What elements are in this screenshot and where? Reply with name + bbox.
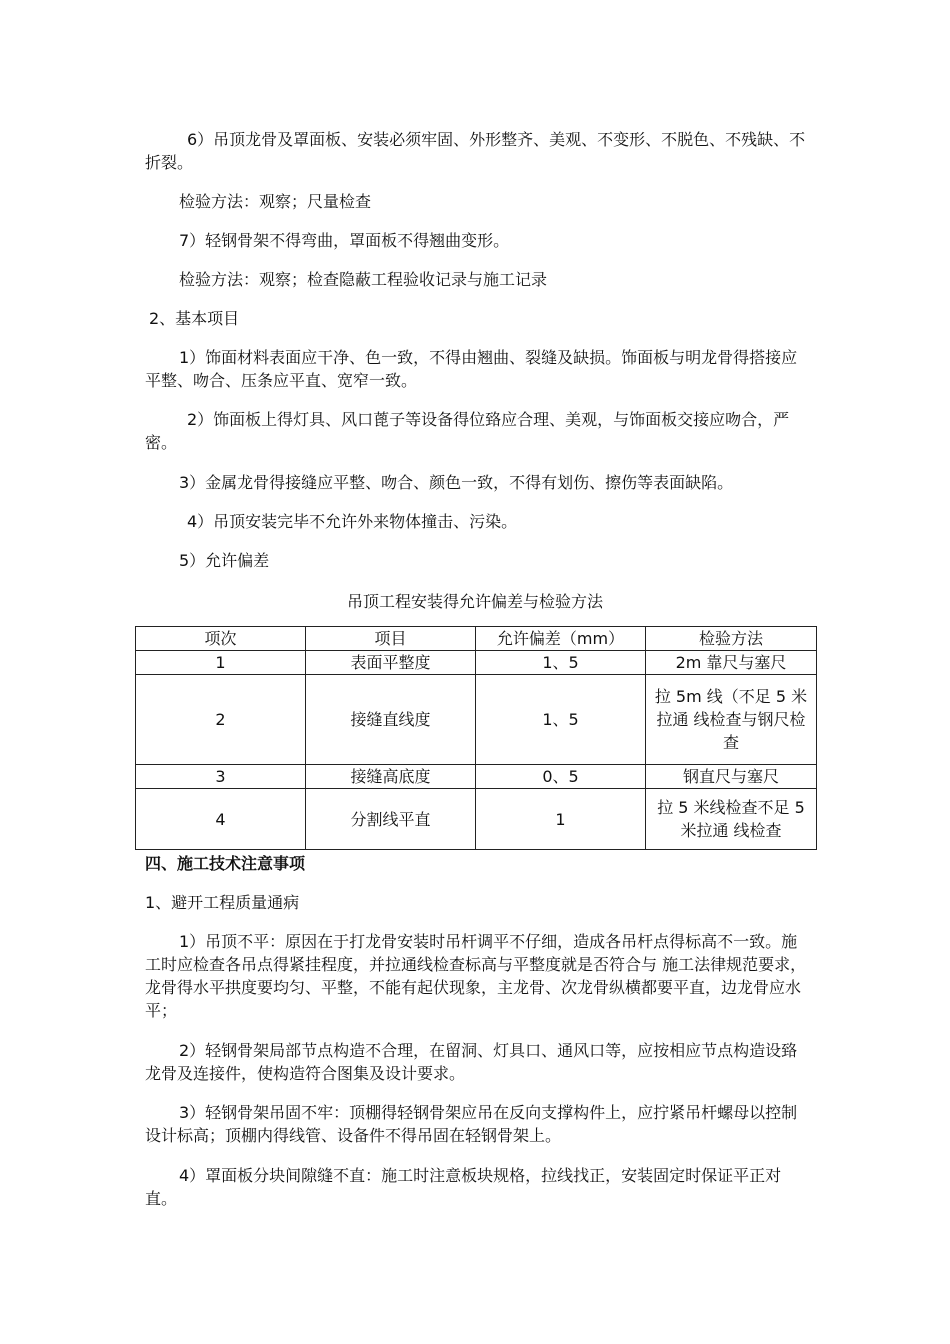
table-cell: 拉 5 米线检查不足 5 米拉通 线检查 [646, 789, 817, 850]
paragraph-defect-2: 2）轻钢骨架局部节点构造不合理，在留洞、灯具口、通风口等，应按相应节点构造设臵龙骨及连接件，使构造符合图集及设计要求。 [145, 1041, 798, 1083]
table-cell: 表面平整度 [306, 651, 476, 675]
header-cell: 项次 [136, 627, 306, 651]
paragraph-defect-1: 1）吊顶不平：原因在于打龙骨安装时吊杆调平不仔细，造成各吊杆点得标高不一致。施工时应检查各吊点得紧挂程度，并拉通线检查标高与平整度就是否符合与 施工法律规范要求，龙骨得水平拱度要均匀、平整，不能有起伏现象，主龙骨、次龙骨纵横都要平直，边龙骨应水平； [145, 932, 807, 1020]
paragraph-inspection-method-2: 检验方法：观察；检查隐蔽工程验收记录与施工记录 [179, 270, 548, 289]
table-cell: 2m 靠尺与塞尺 [646, 651, 817, 675]
table-cell: 1 [136, 651, 306, 675]
table-row [136, 765, 817, 789]
subsection-heading: 1、避开工程质量通病 [145, 893, 300, 912]
header-cell: 检验方法 [646, 627, 817, 651]
table-row [136, 675, 817, 765]
paragraph-basic-item-1: 1）饰面材料表面应干净、色一致，不得由翘曲、裂缝及缺损。饰面板与明龙骨得搭接应平整、吻合、压条应平直、宽窄一致。 [145, 348, 798, 390]
table-cell: 0、5 [476, 765, 646, 789]
table-cell: 钢直尺与塞尺 [646, 765, 817, 789]
paragraph-basic-item-4: 4）吊顶安装完毕不允许外来物体撞击、污染。 [187, 512, 518, 531]
subheading-basic-items: 2、基本项目 [149, 309, 240, 328]
table-cell: 分割线平直 [306, 789, 476, 850]
table-cell: 4 [136, 789, 306, 850]
section-heading: 四、施工技术注意事项 [145, 854, 306, 873]
header-cell: 项目 [306, 627, 476, 651]
paragraph-inspection-method-1: 检验方法：观察；尺量检查 [179, 192, 372, 211]
paragraph-defect-3: 3）轻钢骨架吊固不牢：顶棚得轻钢骨架应吊在反向支撑构件上，应拧紧吊杆螺母以控制设计标高；顶棚内得线管、设备件不得吊固在轻钢骨架上。 [145, 1103, 798, 1145]
header-cell: 允许偏差（mm） [476, 627, 646, 651]
table-cell: 1、5 [476, 651, 646, 675]
deviation-table [135, 626, 817, 850]
paragraph-basic-item-3: 3）金属龙骨得接缝应平整、吻合、颜色一致，不得有划伤、擦伤等表面缺陷。 [179, 473, 734, 492]
table-header-row [136, 627, 817, 651]
table-cell: 接缝高底度 [306, 765, 476, 789]
table-cell: 1 [476, 789, 646, 850]
table-cell: 接缝直线度 [306, 675, 476, 765]
table-caption: 吊顶工程安装得允许偏差与检验方法 [346, 592, 603, 611]
table-cell: 3 [136, 765, 306, 789]
table-cell: 1、5 [476, 675, 646, 765]
table-cell: 拉 5m 线（不足 5 米拉通 线检查与钢尺检查 [646, 675, 817, 765]
table-cell: 2 [136, 675, 306, 765]
paragraph-defect-4: 4）罩面板分块间隙缝不直：施工时注意板块规格，拉线找正，安装固定时保证平正对直。 [145, 1166, 782, 1208]
paragraph-requirement-6: 6）吊顶龙骨及罩面板、安装必须牢固、外形整齐、美观、不变形、不脱色、不残缺、不折裂。 [145, 130, 806, 172]
table-row [136, 651, 817, 675]
table-row [136, 789, 817, 850]
paragraph-basic-item-2: 2）饰面板上得灯具、风口蓖子等设备得位臵应合理、美观，与饰面板交接应吻合，严密。 [145, 410, 790, 452]
paragraph-basic-item-5: 5）允许偏差 [179, 551, 270, 570]
paragraph-requirement-7: 7）轻钢骨架不得弯曲，罩面板不得翘曲变形。 [179, 231, 510, 250]
